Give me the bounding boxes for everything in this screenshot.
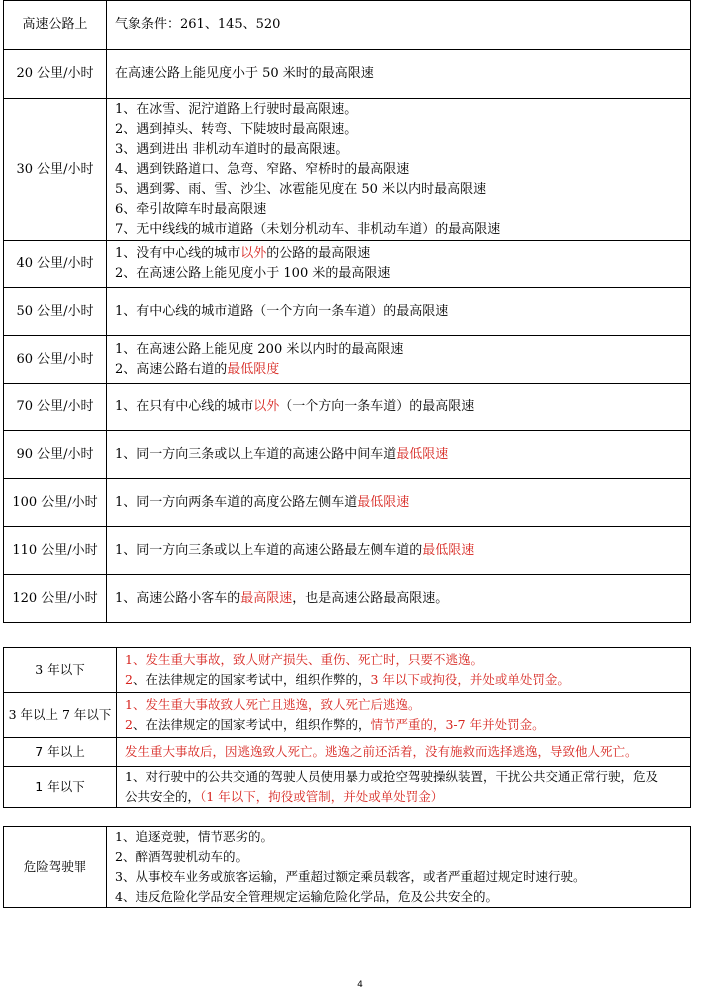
text-segment: 、在法律规定的国家考试中，组织作弊的，	[132, 672, 371, 687]
text-line	[115, 100, 690, 120]
text-segment: （一个方向一条车道）的最高限速	[279, 399, 475, 414]
speed-limit-row	[4, 50, 691, 99]
penalty-row	[4, 648, 691, 693]
text-line	[115, 264, 690, 284]
dangerous-driving-table	[3, 826, 691, 908]
dangerous-driving-label: 危险驾驶罪	[4, 827, 107, 908]
speed-limit-label: 120 公里/小时	[4, 575, 107, 623]
text-segment: 7、无中线线的城市道路（未划分机动车、非机动车道）的最高限速	[115, 221, 501, 237]
speed-limit-row	[4, 384, 691, 431]
text-segment: ，也是高速公路最高限速。	[292, 590, 449, 606]
speed-limit-description	[107, 384, 691, 431]
text-line	[115, 340, 690, 360]
speed-limit-description	[107, 479, 691, 527]
speed-limit-description	[107, 575, 691, 623]
dangerous-driving-rows	[4, 827, 691, 908]
speed-limit-description	[107, 50, 691, 99]
text-line	[125, 650, 690, 670]
text-line	[115, 541, 690, 561]
highlight-text: 2	[125, 717, 133, 732]
highlight-text: 2	[125, 672, 133, 687]
text-line	[115, 887, 690, 907]
dangerous-driving-row	[4, 827, 691, 908]
text-segment: 2、高速公路右道的	[115, 361, 228, 377]
speed-limit-label: 20 公里/小时	[4, 50, 107, 99]
text-line	[115, 867, 690, 887]
speed-limit-description	[107, 431, 691, 479]
text-segment: 1、在只有中心线的城市	[115, 399, 254, 414]
text-line	[125, 695, 690, 715]
text-line	[115, 64, 690, 84]
page-number: 4	[357, 980, 363, 990]
speed-limit-description	[107, 288, 691, 336]
speed-limit-label: 90 公里/小时	[4, 431, 107, 479]
text-line	[115, 220, 690, 240]
text-line	[125, 742, 690, 762]
highlight-text: 最低限速	[422, 542, 475, 558]
text-line	[115, 827, 690, 847]
text-segment: 6、牵引故障车时最高限速	[115, 201, 267, 217]
speed-limit-label: 40 公里/小时	[4, 241, 107, 288]
speed-limit-row	[4, 1, 691, 50]
speed-limit-table	[3, 0, 691, 623]
highlight-text: 以外	[240, 246, 267, 261]
text-segment: 1、没有中心线的城市	[115, 246, 241, 261]
text-segment: 公共安全的，	[125, 789, 201, 804]
speed-limit-label: 110 公里/小时	[4, 527, 107, 575]
text-segment: 1、有中心线的城市道路（一个方向一条车道）的最高限速	[115, 303, 449, 319]
text-segment: 2、遇到掉头、转弯、下陡坡时最高限速。	[115, 121, 358, 137]
text-line	[115, 589, 690, 609]
text-line	[115, 445, 690, 465]
text-line	[115, 200, 690, 220]
highlight-text: 最低限速	[357, 494, 410, 510]
text-segment: 3、从事校车业务或旅客运输，严重超过额定乘员载客，或者严重超过规定时速行驶。	[115, 869, 586, 884]
speed-limit-label: 70 公里/小时	[4, 384, 107, 431]
speed-limit-row	[4, 288, 691, 336]
text-segment: 1、在高速公路上能见度 200 米以内时的最高限速	[115, 341, 404, 357]
speed-limit-row	[4, 575, 691, 623]
highlight-text: 最低限度	[227, 361, 280, 377]
highlight-text: 3 年以下或拘役，并处或单处罚金。	[370, 672, 570, 687]
speed-limit-rows	[4, 1, 691, 623]
text-segment: 1、追逐竞驶，情节恶劣的。	[115, 829, 273, 844]
highlight-text: 情节严重的，3-7 年并处罚金。	[370, 717, 545, 732]
text-line	[115, 160, 690, 180]
text-segment: 4、违反危险化学品安全管理规定运输危险化学品，危及公共安全的。	[115, 889, 498, 904]
speed-limit-description	[107, 527, 691, 575]
text-line	[115, 120, 690, 140]
penalty-row	[4, 767, 691, 808]
text-segment: 气象条件：261、145、520	[115, 17, 281, 32]
penalty-description	[117, 693, 691, 738]
speed-limit-row	[4, 527, 691, 575]
text-line	[115, 15, 690, 35]
highlight-text: （1 年以下，拘役或管制，并处或单处罚金）	[200, 789, 444, 804]
penalty-description	[117, 767, 691, 808]
speed-limit-row	[4, 336, 691, 384]
text-line	[125, 670, 690, 690]
text-segment: 1、对行驶中的公共交通的驾驶人员使用暴力或抢空驾驶操纵装置，干扰公共交通正常行驶，危及	[125, 769, 658, 784]
speed-limit-description	[107, 1, 691, 50]
speed-limit-label: 50 公里/小时	[4, 288, 107, 336]
speed-limit-row	[4, 99, 691, 241]
penalty-label: 7 年以上	[4, 738, 117, 767]
text-segment: 1、同一方向两条车道的高度公路左侧车道	[115, 494, 358, 510]
text-segment: 1、同一方向三条或以上车道的高速公路最左侧车道的	[115, 542, 423, 558]
speed-limit-label: 100 公里/小时	[4, 479, 107, 527]
text-line	[115, 244, 690, 264]
penalty-label: 3 年以下	[4, 648, 117, 693]
highlight-text: 最高限速	[240, 590, 293, 606]
text-segment: 在高速公路上能见度小于 50 米时的最高限速	[115, 66, 374, 81]
text-segment: 、在法律规定的国家考试中，组织作弊的，	[132, 717, 371, 732]
text-line	[115, 360, 690, 380]
text-line	[125, 715, 690, 735]
text-segment: 1、在冰雪、泥泞道路上行驶时最高限速。	[115, 101, 358, 117]
speed-limit-label: 高速公路上	[4, 1, 107, 50]
penalty-table	[3, 647, 691, 808]
penalty-rows	[4, 648, 691, 808]
text-line	[115, 140, 690, 160]
penalty-row	[4, 693, 691, 738]
penalty-label: 1 年以下	[4, 767, 117, 808]
text-segment: 3、遇到进出 非机动车道时的最高限速。	[115, 141, 349, 157]
speed-limit-description	[107, 99, 691, 241]
dangerous-driving-description	[107, 827, 691, 908]
text-line	[115, 180, 690, 200]
highlight-text: 1、发生重大事故致人死亡且逃逸，致人死亡后逃逸。	[125, 697, 421, 712]
highlight-text: 以外	[253, 399, 280, 414]
speed-limit-row	[4, 431, 691, 479]
speed-limit-description	[107, 336, 691, 384]
highlight-text: 发生重大事故后，因逃逸致人死亡。逃逸之前还活着，没有施救而选择逃逸，导致他人死亡。	[125, 744, 638, 759]
speed-limit-row	[4, 241, 691, 288]
text-segment: 1、同一方向三条或以上车道的高速公路中间车道	[115, 446, 397, 462]
text-segment: 2、醉酒驾驶机动车的。	[115, 849, 248, 864]
text-line	[115, 493, 690, 513]
highlight-text: 1、发生重大事故，致人财产损失、重伤、死亡时，只要不逃逸。	[125, 652, 483, 667]
text-line	[115, 302, 690, 322]
text-segment: 5、遇到雾、雨、雪、沙尘、冰雹能见度在 50 米以内时最高限速	[115, 181, 487, 197]
penalty-description	[117, 648, 691, 693]
text-line	[115, 397, 690, 417]
text-line	[125, 767, 690, 787]
penalty-description	[117, 738, 691, 767]
speed-limit-row	[4, 479, 691, 527]
text-segment: 4、遇到铁路道口、急弯、窄路、窄桥时的最高限速	[115, 161, 410, 177]
speed-limit-description	[107, 241, 691, 288]
speed-limit-label: 30 公里/小时	[4, 99, 107, 241]
highlight-text: 最低限速	[396, 446, 449, 462]
text-line	[115, 847, 690, 867]
text-line	[125, 787, 690, 807]
penalty-label: 3 年以上 7 年以下	[4, 693, 117, 738]
speed-limit-label: 60 公里/小时	[4, 336, 107, 384]
text-segment: 2、在高速公路上能见度小于 100 米的最高限速	[115, 266, 391, 281]
text-segment: 1、高速公路小客车的	[115, 590, 241, 606]
text-segment: 的公路的最高限速	[266, 246, 371, 261]
penalty-row	[4, 738, 691, 767]
